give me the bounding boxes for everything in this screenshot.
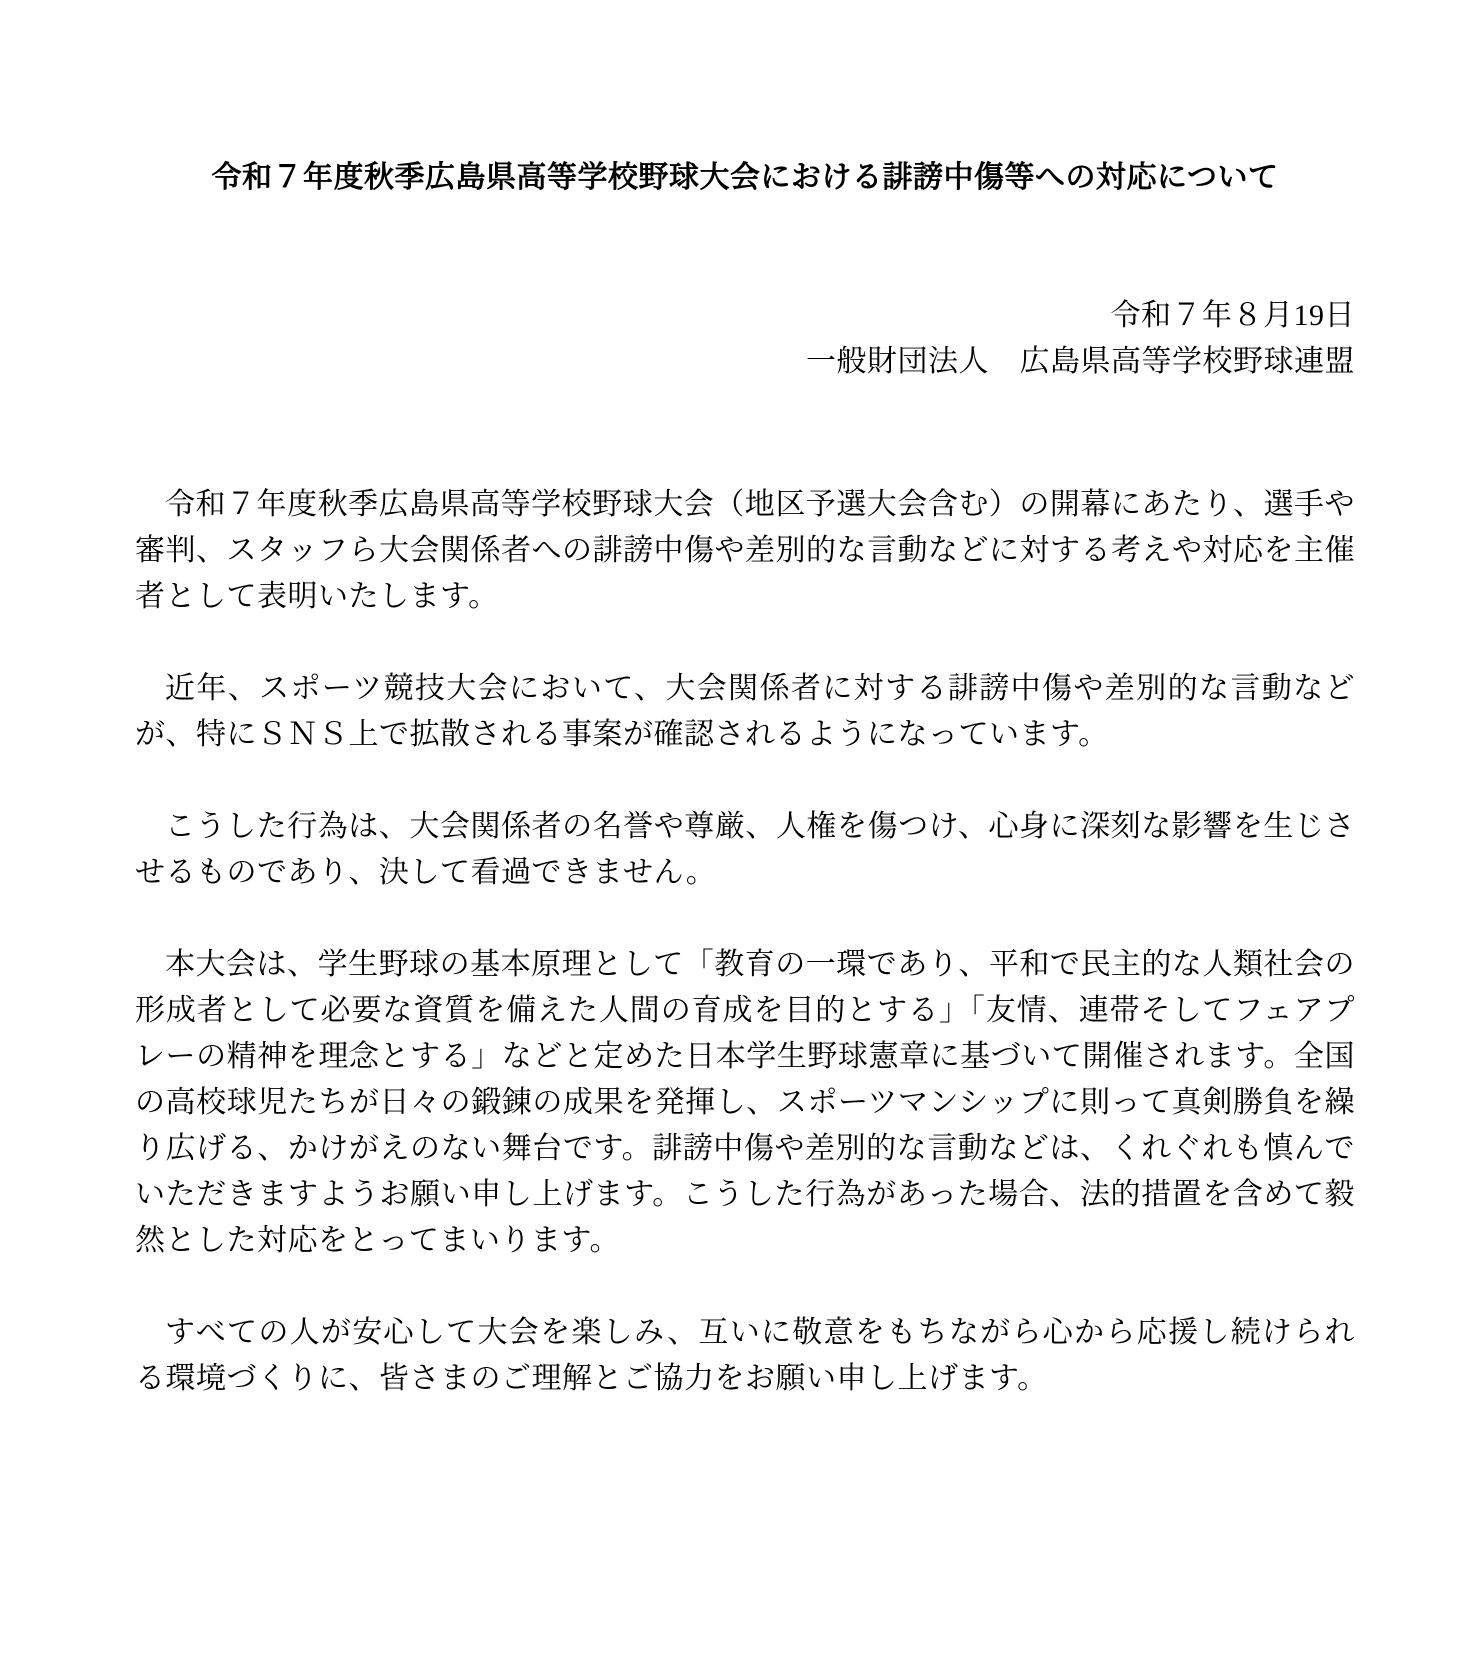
body-paragraph: こうした行為は、大会関係者の名誉や尊厳、人権を傷つけ、心身に深刻な影響を生じさせるものであり、決して看過できません。 (135, 810, 1355, 889)
body-paragraph: 令和７年度秋季広島県高等学校野球大会（地区予選大会含む）の開幕にあたり、選手や審判、スタッフら大会関係者への誹謗中傷や差別的な言動などに対する考えや対応を主催者として表明いたします。 (135, 488, 1355, 613)
body-paragraph: 本大会は、学生野球の基本原理として「教育の一環であり、平和で民主的な人類社会の形成者として必要な資質を備えた人間の育成を目的とする」「友情、連帯そしてフェアプレーの精神を理念とする」などと定めた日本学生野球憲章に基づいて開催されます。全国の高校球児たちが日々の鍛錬の成果を発揮し、スポーツマンシップに則って真剣勝負を繰り広げる、かけがえのない舞台です。誹謗中傷や差別的な言動などは、くれぐれも慎んでいただきますようお願い申し上げます。こうした行為があった場合、法的措置を含めて毅然とした対応をとってまいります。 (135, 948, 1355, 1257)
page-title: 令和７年度秋季広島県高等学校野球大会における誹謗中傷等への対応について (211, 161, 1279, 194)
date-line: 令和７年８月19日 (1110, 299, 1355, 332)
body-paragraph: 近年、スポーツ競技大会において、大会関係者に対する誹謗中傷や差別的な言動などが、特にＳＮＳ上で拡散される事案が確認されるようになっています。 (135, 672, 1355, 751)
document-body (135, 482, 1355, 1402)
body-paragraph: すべての人が安心して大会を楽しみ、互いに敬意をもちながら心から応援し続けられる環境づくりに、皆さまのご理解とご協力をお願い申し上げます。 (135, 1316, 1355, 1395)
document-meta (135, 293, 1355, 385)
issuer-line: 一般財団法人 広島県高等学校野球連盟 (806, 345, 1355, 378)
